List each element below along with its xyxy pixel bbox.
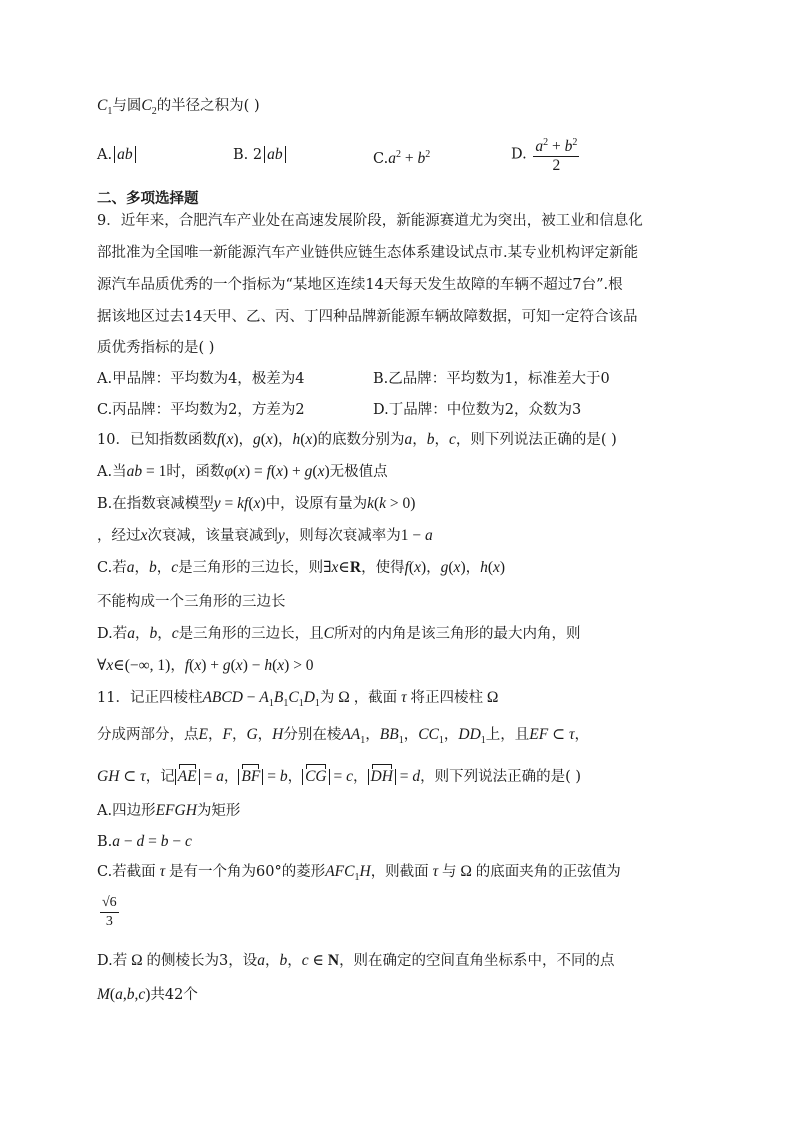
q8-option-c: $C.a^2 + b^2$ bbox=[373, 149, 431, 167]
q11-option-d-line-2: M(a,b,c)共42个 bbox=[97, 986, 198, 1003]
q9-option-a: A.甲品牌：平均数为4，极差为4 bbox=[97, 371, 305, 387]
q9-option-c: C.丙品牌：平均数为2，方差为2 bbox=[97, 402, 305, 418]
q11-option-b: B.a − d = b − c bbox=[97, 833, 192, 850]
q8-option-a: A. ab bbox=[97, 145, 136, 165]
q10-option-b: B.在指数衰减模型y = kf(x)中，设原有量为k(k > 0) bbox=[97, 495, 416, 512]
q10-stem: 10．已知指数函数f(x)，g(x)，h(x)的底数分别为a，b，c，则下列说法正确的是( ) bbox=[97, 431, 617, 448]
q10-option-a: A.当ab = 1时，函数φ(x) = f(x) + g(x)无极值点 bbox=[97, 463, 388, 480]
q8-option-b: B. 2 ab bbox=[233, 145, 286, 165]
q9-line-4: 据该地区过去14天甲、乙、丙、丁四种品牌新能源车辆故障数据，可知一定符合该品 bbox=[97, 309, 638, 325]
section-title: 二、多项选择题 bbox=[97, 190, 199, 207]
q9-option-d: D.丁品牌：中位数为2，众数为3 bbox=[373, 402, 582, 418]
q8-option-d: D. $\frac{a^2 + b^2}{2}$ bbox=[511, 134, 581, 175]
q11-option-d: D.若 Ω 的侧棱长为3，设a，b，c ∈ N，则在确定的空间直角坐标系中，不同的点 bbox=[97, 952, 615, 969]
q11-line-2: 分成两部分，点E，F，G，H分别在棱$AA_1$，$BB_1$，$CC_1$，$DD_1$上，且EF ⊂ τ， bbox=[97, 726, 590, 746]
q9-line-3: 源汽车品质优秀的一个指标为“某地区连续14天每天发生故障的车辆不超过7台”.根 bbox=[97, 277, 623, 293]
q9-line-1: 9．近年来，合肥汽车产业处在高速发展阶段，新能源赛道尤为突出，被工业和信息化 bbox=[97, 213, 643, 229]
q10-option-c-line-2: 不能构成一个三角形的三边长 bbox=[97, 594, 286, 610]
q8-stem: $C_1$与圆$C_2$的半径之积为( ) bbox=[97, 97, 260, 117]
q10-option-b-line-2: ，经过x次衰减，该量衰减到y，则每次衰减率为1 − a bbox=[97, 527, 433, 544]
q11-line-3: GH ⊂ τ，记 AE = a， BF = b， CG = c， DH = d，则下列说法正确的是( ) bbox=[97, 764, 581, 787]
q11-option-c-answer-fraction: $\frac{√6}{3}$ bbox=[102, 895, 117, 929]
q11-option-c: C.若截面 τ 是有一个角为60°的菱形$AFC_1H$，则截面 τ 与 Ω 的底面夹角的正弦值为 bbox=[97, 863, 621, 883]
q9-line-2: 部批准为全国唯一新能源汽车产业链供应链生态体系建设试点市.某专业机构评定新能 bbox=[97, 245, 639, 261]
q10-option-c: C.若a，b，c是三角形的三边长，则∃x∈R，使得f(x)，g(x)，h(x) bbox=[97, 559, 506, 576]
q10-option-d: D.若a，b，c是三角形的三边长，且C所对的内角是该三角形的最大内角，则 bbox=[97, 625, 581, 642]
q11-option-a: A.四边形EFGH为矩形 bbox=[97, 802, 241, 819]
q10-option-d-line-2: ∀x∈(−∞, 1)，f(x) + g(x) − h(x) > 0 bbox=[97, 657, 314, 674]
q9-line-5: 质优秀指标的是( ) bbox=[97, 340, 215, 356]
q11-stem: 11．记正四棱柱ABCD − $A_1B_1C_1D_1$为 Ω ，截面 τ 将正四棱柱 Ω bbox=[97, 689, 499, 709]
q9-option-b: B.乙品牌：平均数为1，标准差大于0 bbox=[373, 371, 610, 387]
